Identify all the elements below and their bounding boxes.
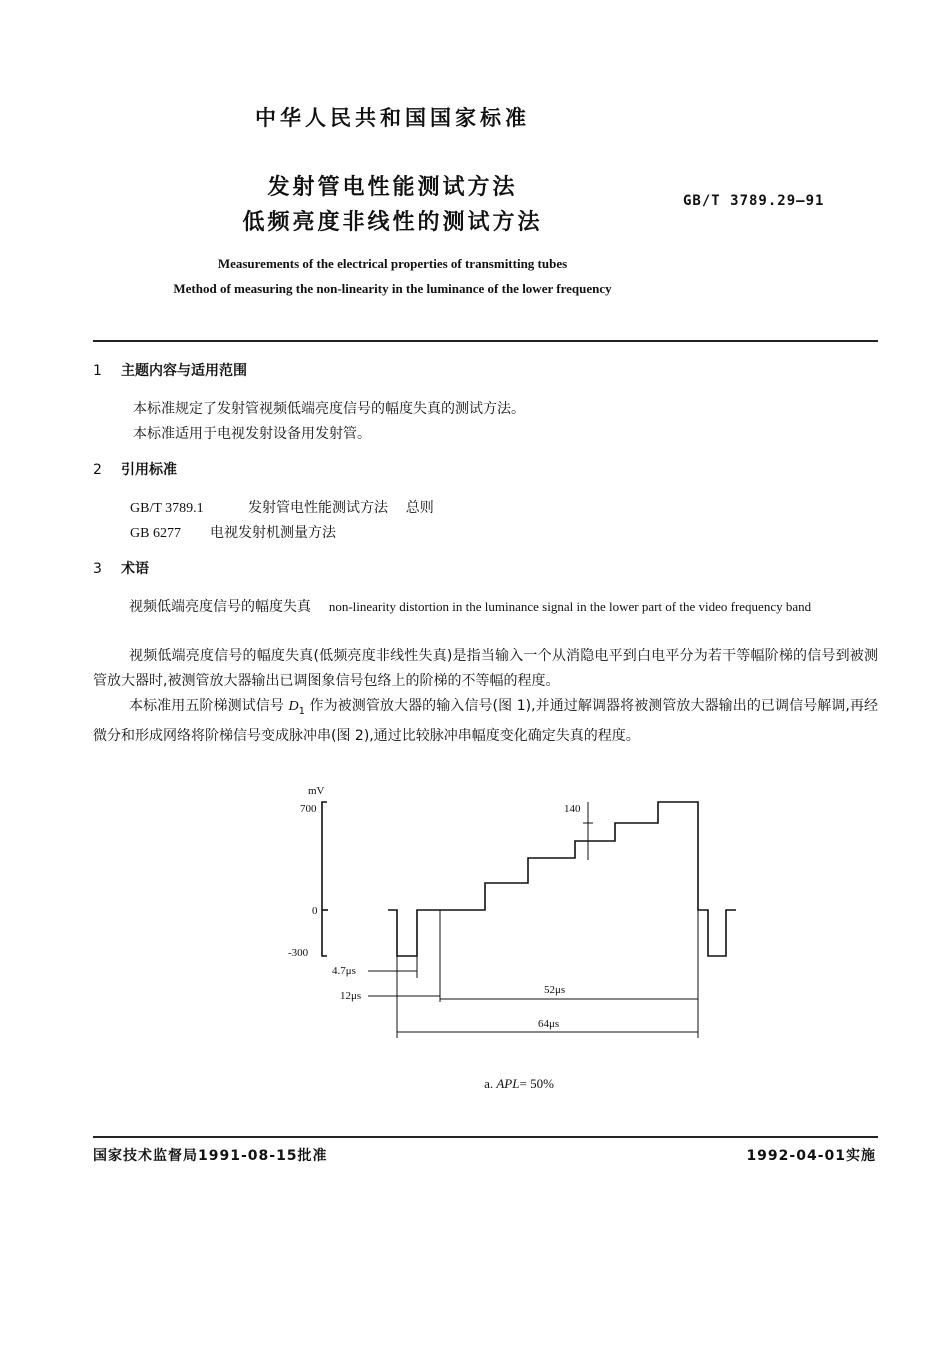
section-1-para-2: 本标准适用于电视发射设备用发射管。 (133, 426, 371, 442)
y-label-zero: 0 (312, 905, 318, 917)
term-definition-entry (93, 594, 878, 620)
reference-title: 电视发射机测量方法 (210, 525, 336, 541)
section-title: 术语 (121, 561, 149, 577)
term-cn: 视频低端亮度信号的幅度失真 (129, 599, 311, 615)
signal-subscript: 1 (298, 705, 305, 717)
section-3-heading (93, 558, 149, 578)
reference-code: GB 6277 (130, 526, 181, 541)
approval-date: 国家技术监督局1991-08-15批准 (93, 1148, 328, 1164)
standard-header: 中华人民共和国国家标准 (255, 106, 530, 130)
title-cn-line1: 发射管电性能测试方法 (267, 175, 518, 200)
unit-label: mV (308, 785, 325, 797)
time-label-12: 12μs (340, 990, 362, 1002)
section-number: 2 (93, 462, 102, 478)
step-label: 140 (564, 803, 581, 815)
title-en-line1: Measurements of the electrical properties of transmitting tubes (217, 256, 568, 271)
reference-title: 发射管电性能测试方法 总则 (248, 500, 434, 516)
section-number: 3 (93, 561, 102, 577)
header-rule (93, 340, 878, 342)
section-number: 1 (93, 363, 102, 379)
term-definition-paragraph: 视频低端亮度信号的幅度失真(低频亮度非线性失真)是指当输入一个从消隐电平到白电平分为若干等幅阶梯的信号到被测管放大器时,被测管放大器输出已调图象信号包络上的阶梯的不等幅的程度。 (93, 648, 878, 689)
title-cn-line2: 低频亮度非线性的测试方法 (242, 210, 543, 235)
caption-value: = 50% (519, 1076, 554, 1091)
standard-code: GB/T 3789.29—91 (683, 193, 825, 209)
section-1-para-1: 本标准规定了发射管视频低端亮度信号的幅度失真的测试方法。 (133, 401, 525, 417)
time-label-52: 52μs (544, 984, 566, 996)
footer-rule (93, 1136, 878, 1138)
reference-item (130, 497, 434, 517)
staircase-signal-figure (270, 780, 750, 1070)
section-title: 引用标准 (121, 462, 177, 478)
term-en: non-linearity distortion in the luminance signal in the lower part of the video frequency band (328, 599, 812, 614)
method-paragraph (93, 694, 878, 749)
caption-prefix: a. (484, 1076, 494, 1091)
method-text-pre: 本标准用五阶梯测试信号 (129, 698, 284, 714)
reference-code: GB/T 3789.1 (130, 501, 204, 516)
y-label-top: 700 (300, 803, 317, 815)
reference-item (130, 522, 336, 542)
effective-date: 1992-04-01实施 (746, 1148, 876, 1164)
method-text-post: 作为被测管放大器的输入信号(图 1),并通过解调器将被测管放大器输出的已调信号解调,再经微分和形成网络将阶梯信号变成脉冲串(图 2),通过比较脉冲串幅度变化确定失真的程度。 (93, 698, 879, 744)
figure-caption (0, 1076, 950, 1092)
time-label-4-7: 4.7μs (332, 965, 356, 977)
y-label-bottom: -300 (288, 947, 309, 959)
title-en-line2: Method of measuring the non-linearity in the luminance of the lower frequency (173, 281, 612, 296)
section-title: 主题内容与适用范围 (121, 363, 247, 379)
caption-variable: APL (496, 1076, 520, 1091)
signal-symbol: D (288, 699, 299, 714)
section-2-heading (93, 459, 177, 479)
scale-bar (322, 802, 327, 956)
section-1-heading (93, 360, 247, 380)
time-label-64: 64μs (538, 1018, 560, 1030)
